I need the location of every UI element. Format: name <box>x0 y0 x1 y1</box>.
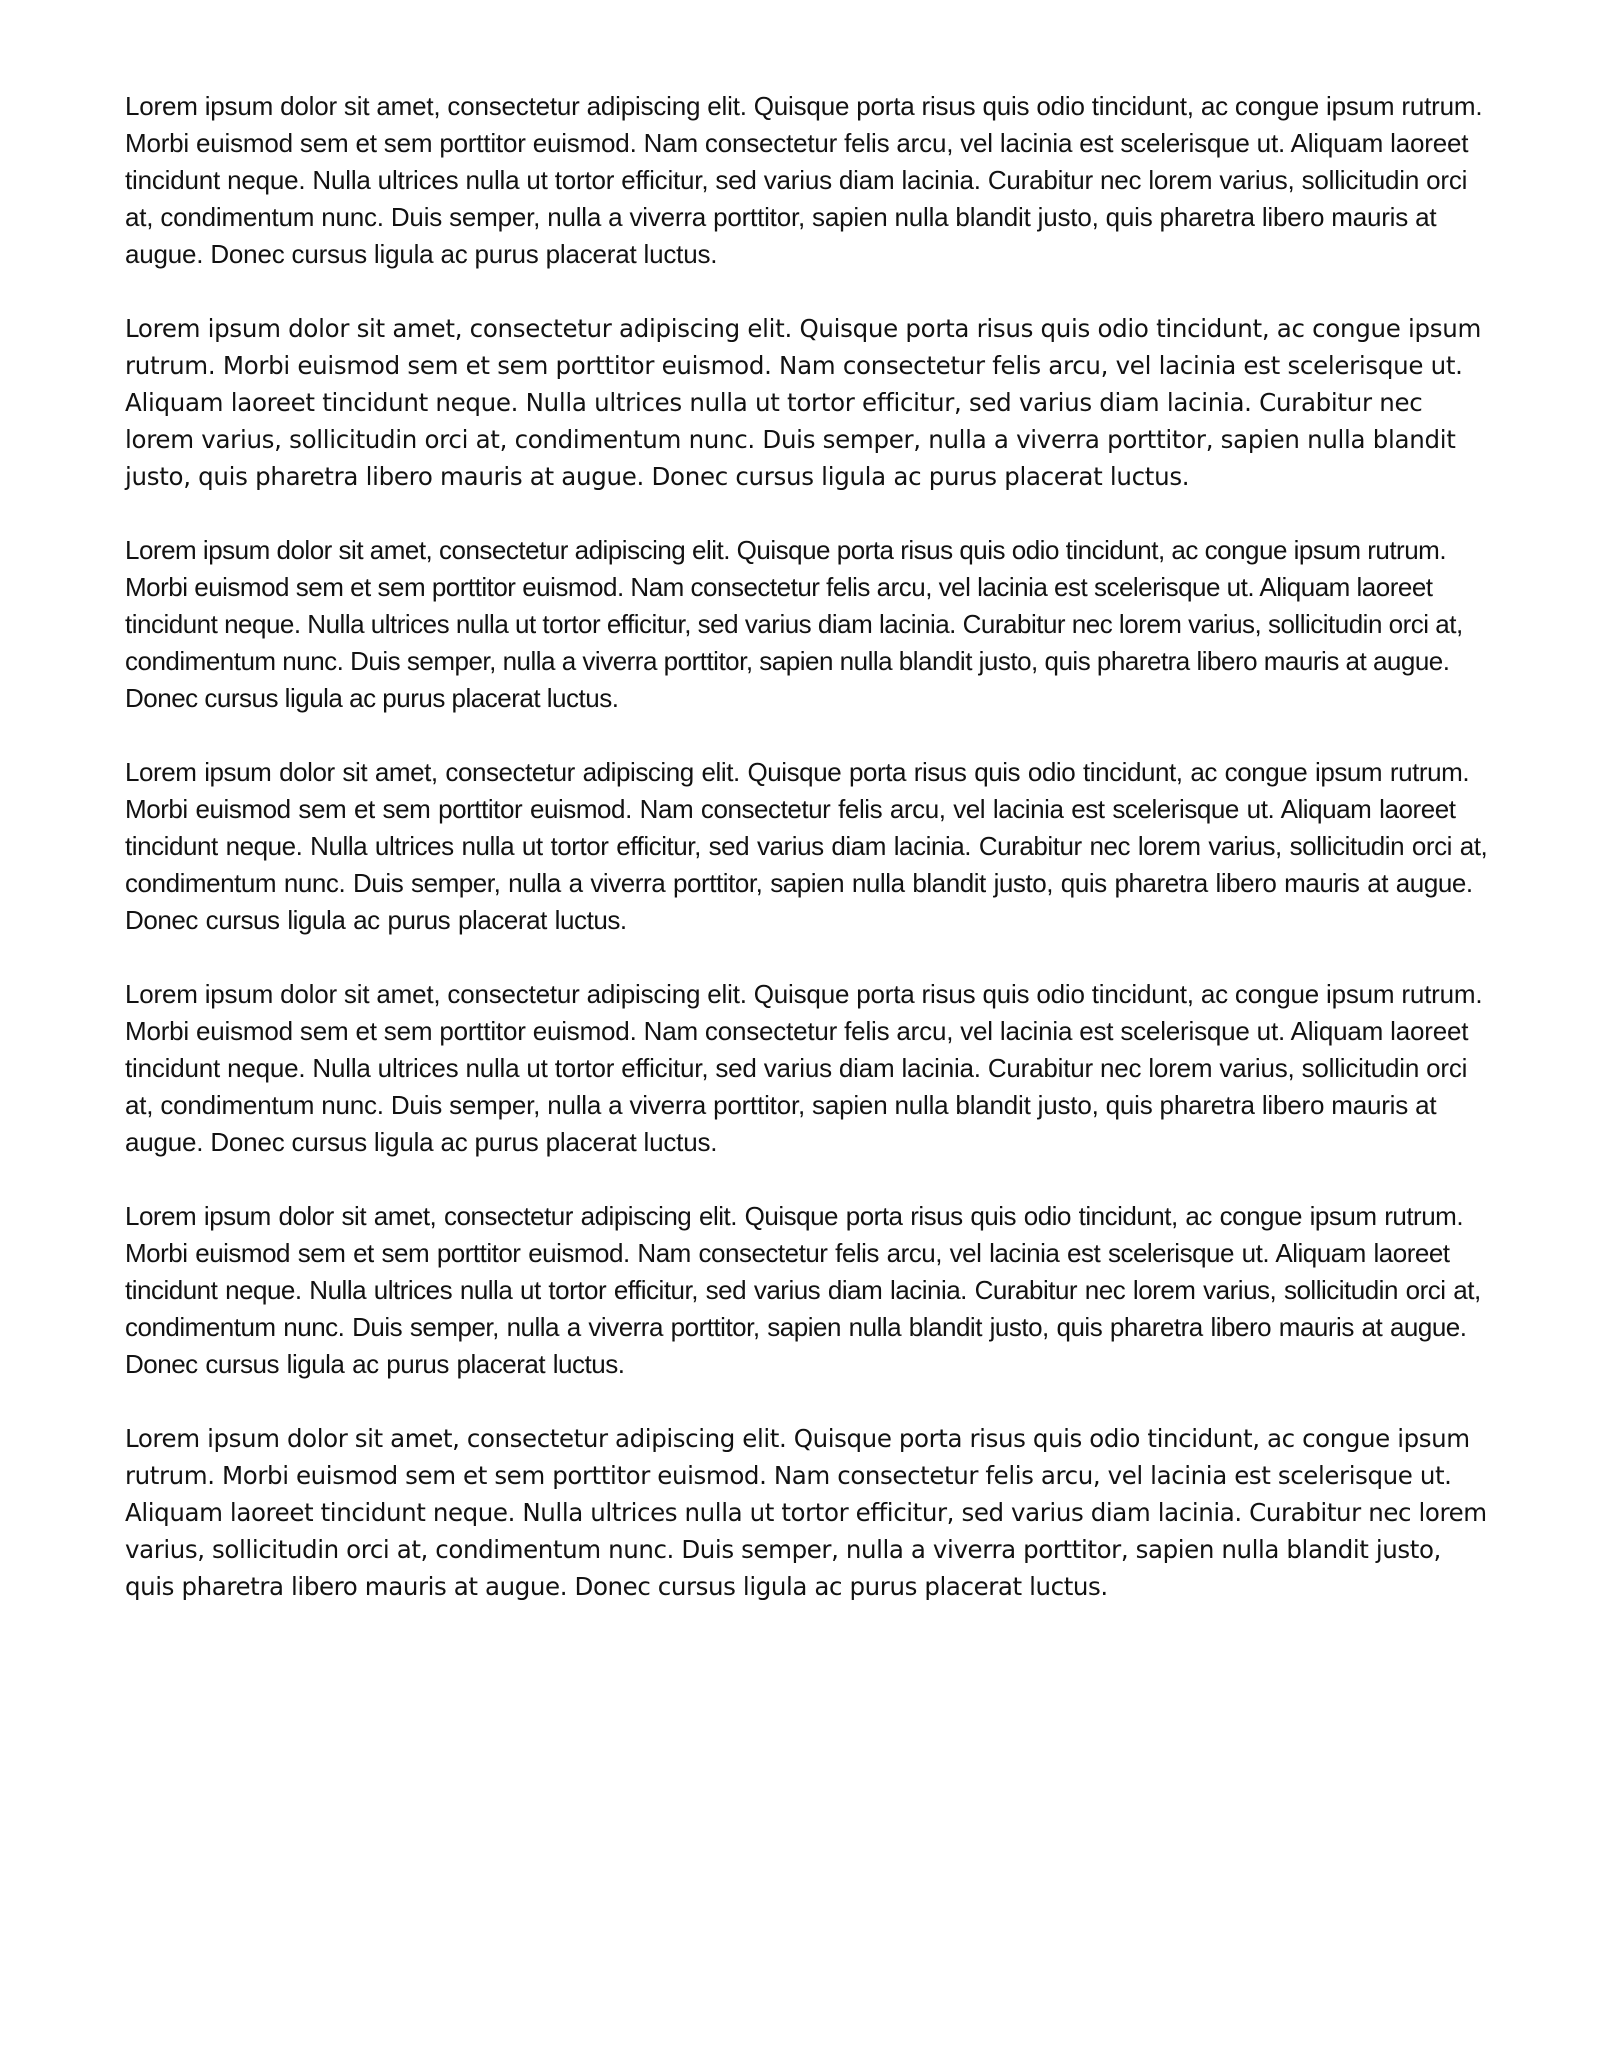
lorem-paragraph-3: Lorem ipsum dolor sit amet, consectetur adipiscing elit. Quisque porta risus quis odio tincidunt, ac congue ipsum rutrum. Morbi euismod sem et sem porttitor euismod. Nam consectetur felis arcu, vel lacinia est scelerisque ut. Aliquam laoreet tincidunt neque. Nulla ultrices nulla ut tortor efficitur, sed varius diam lacinia. Curabitur nec lorem varius, sollicitudin orci at, condimentum nunc. Duis semper, nulla a viverra porttitor, sapien nulla blandit justo, quis pharetra libero mauris at augue. Donec cursus ligula ac purus placerat luctus. <box>125 535 1463 713</box>
lorem-paragraph-5: Lorem ipsum dolor sit amet, consectetur adipiscing elit. Quisque porta risus quis odio tincidunt, ac congue ipsum rutrum. Morbi euismod sem et sem porttitor euismod. Nam consectetur felis arcu, vel lacinia est scelerisque ut. Aliquam laoreet tincidunt neque. Nulla ultrices nulla ut tortor efficitur, sed varius diam lacinia. Curabitur nec lorem varius, sollicitudin orci at, condimentum nunc. Duis semper, nulla a viverra porttitor, sapien nulla blandit justo, quis pharetra libero mauris at augue. Donec cursus ligula ac purus placerat luctus. <box>125 979 1483 1157</box>
lorem-paragraph-1: Lorem ipsum dolor sit amet, consectetur adipiscing elit. Quisque porta risus quis odio tincidunt, ac congue ipsum rutrum. Morbi euismod sem et sem porttitor euismod. Nam consectetur felis arcu, vel lacinia est scelerisque ut. Aliquam laoreet tincidunt neque. Nulla ultrices nulla ut tortor efficitur, sed varius diam lacinia. Curabitur nec lorem varius, sollicitudin orci at, condimentum nunc. Duis semper, nulla a viverra porttitor, sapien nulla blandit justo, quis pharetra libero mauris at augue. Donec cursus ligula ac purus placerat luctus. <box>125 91 1483 269</box>
document-text-block <box>125 88 1493 1642</box>
lorem-paragraph-4: Lorem ipsum dolor sit amet, consectetur adipiscing elit. Quisque porta risus quis odio tincidunt, ac congue ipsum rutrum. Morbi euismod sem et sem porttitor euismod. Nam consectetur felis arcu, vel lacinia est scelerisque ut. Aliquam laoreet tincidunt neque. Nulla ultrices nulla ut tortor efficitur, sed varius diam lacinia. Curabitur nec lorem varius, sollicitudin orci at, condimentum nunc. Duis semper, nulla a viverra porttitor, sapien nulla blandit justo, quis pharetra libero mauris at augue. Donec cursus ligula ac purus placerat luctus. <box>125 757 1488 935</box>
lorem-paragraph-6: Lorem ipsum dolor sit amet, consectetur adipiscing elit. Quisque porta risus quis odio tincidunt, ac congue ipsum rutrum. Morbi euismod sem et sem porttitor euismod. Nam consectetur felis arcu, vel lacinia est scelerisque ut. Aliquam laoreet tincidunt neque. Nulla ultrices nulla ut tortor efficitur, sed varius diam lacinia. Curabitur nec lorem varius, sollicitudin orci at, condimentum nunc. Duis semper, nulla a viverra porttitor, sapien nulla blandit justo, quis pharetra libero mauris at augue. Donec cursus ligula ac purus placerat luctus. <box>125 1201 1481 1379</box>
lorem-paragraph-7: Lorem ipsum dolor sit amet, consectetur adipiscing elit. Quisque porta risus quis odio tincidunt, ac congue ipsum rutrum. Morbi euismod sem et sem porttitor euismod. Nam consectetur felis arcu, vel lacinia est scelerisque ut. Aliquam laoreet tincidunt neque. Nulla ultrices nulla ut tortor efficitur, sed varius diam lacinia. Curabitur nec lorem varius, sollicitudin orci at, condimentum nunc. Duis semper, nulla a viverra porttitor, sapien nulla blandit justo, quis pharetra libero mauris at augue. Donec cursus ligula ac purus placerat luctus. <box>125 1424 1487 1601</box>
lorem-paragraph-2: Lorem ipsum dolor sit amet, consectetur adipiscing elit. Quisque porta risus quis odio tincidunt, ac congue ipsum rutrum. Morbi euismod sem et sem porttitor euismod. Nam consectetur felis arcu, vel lacinia est scelerisque ut. Aliquam laoreet tincidunt neque. Nulla ultrices nulla ut tortor efficitur, sed varius diam lacinia. Curabitur nec lorem varius, sollicitudin orci at, condimentum nunc. Duis semper, nulla a viverra porttitor, sapien nulla blandit justo, quis pharetra libero mauris at augue. Donec cursus ligula ac purus placerat luctus. <box>125 314 1482 491</box>
